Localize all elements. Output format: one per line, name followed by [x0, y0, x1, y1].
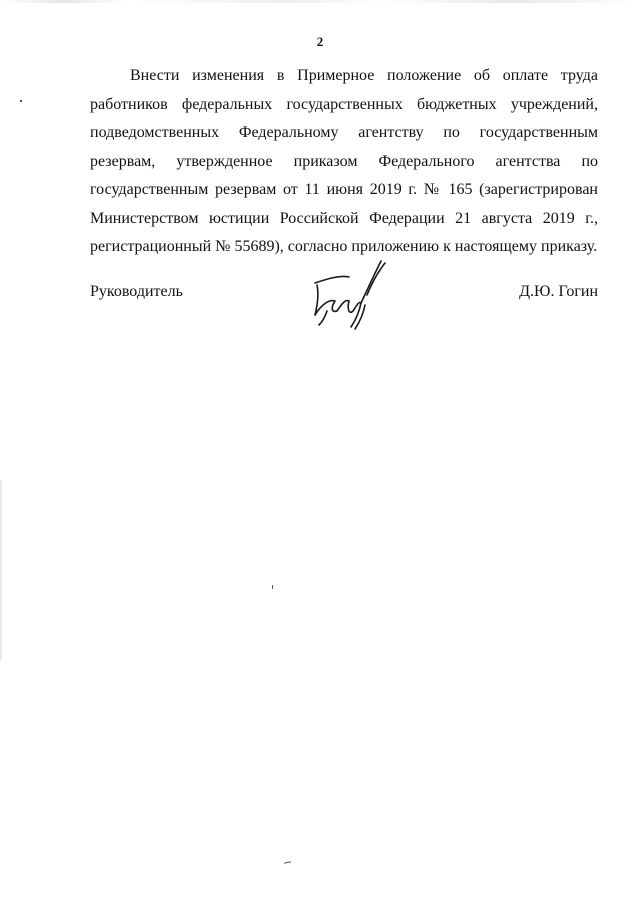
handwritten-signature — [305, 255, 395, 335]
document-body — [90, 62, 598, 262]
scan-edge-top — [0, 0, 640, 3]
scan-speck — [284, 861, 291, 863]
scan-edge-left — [0, 480, 2, 660]
signatory-name: Д.Ю. Гогин — [519, 283, 598, 300]
scan-speck — [20, 100, 22, 102]
scan-speck — [272, 585, 273, 589]
body-paragraph: Внести изменения в Примерное положение об оплате труда работников федеральных государственных бюджетных учреждений, подведомственных Федеральному агентству по государственным резервам, утвержденное приказом Федерального агентства по государственным резервам от 11 июня 2019 г. № 165 (зарегистрирован Министерством юстиции Российской Федерации 21 августа 2019 г., регистрационный № 55689), согласно приложению к настоящему приказу. — [90, 67, 598, 255]
page-number: 2 — [316, 34, 324, 49]
signatory-title: Руководитель — [90, 283, 183, 300]
